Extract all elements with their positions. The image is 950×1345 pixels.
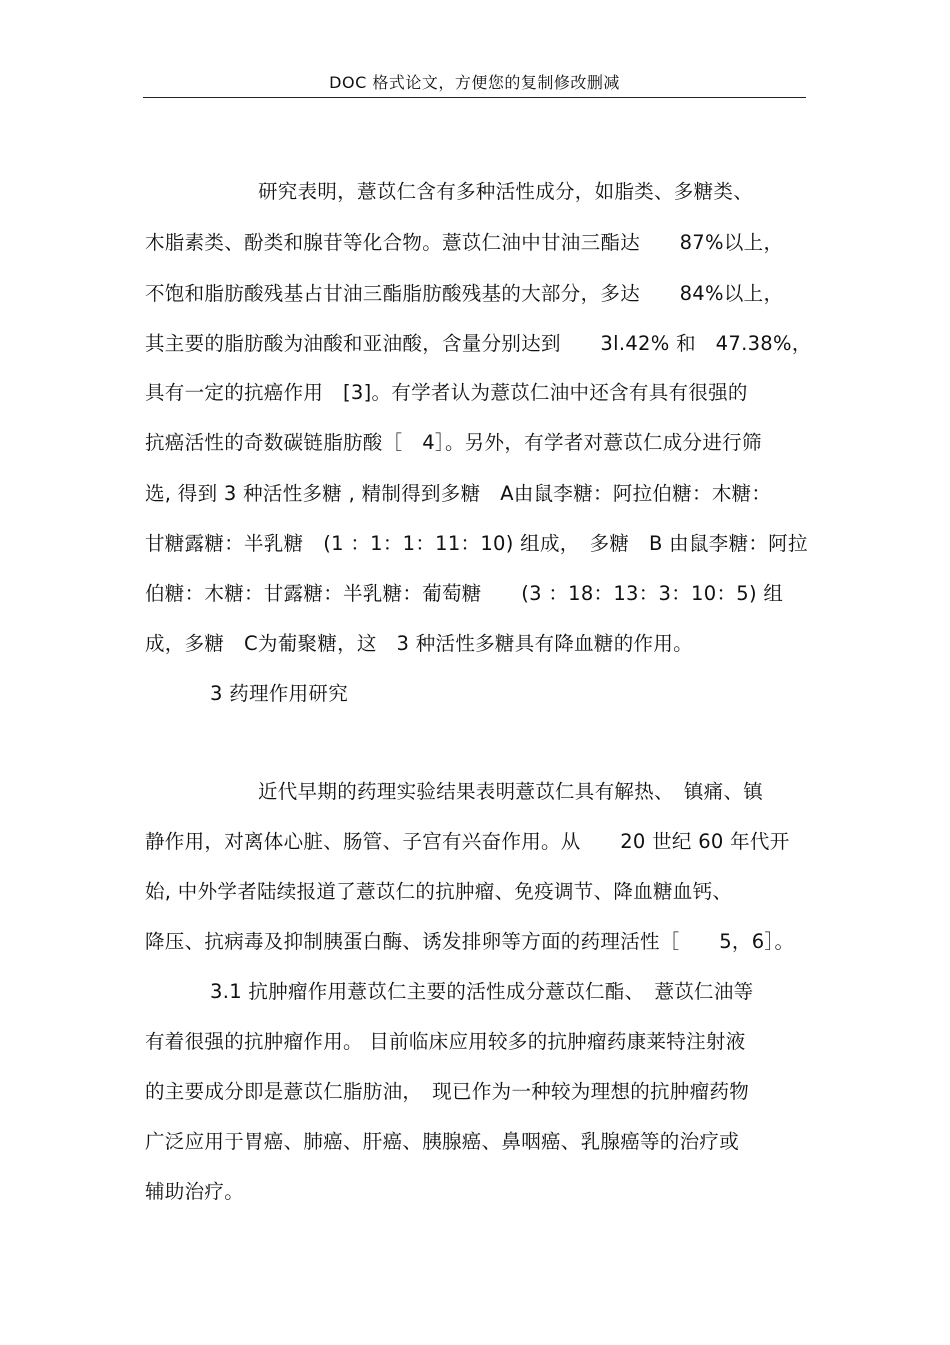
- body-text-line: 静作用，对离体心脏、肠管、子宫有兴奋作用。从 20 世纪 60 年代开: [145, 830, 790, 853]
- body-text-line: 具有一定的抗癌作用 [3]。有学者认为薏苡仁油中还含有具有很强的: [145, 381, 748, 404]
- header-rule: [143, 97, 806, 98]
- body-text-line: 广泛应用于胃癌、肺癌、肝癌、胰腺癌、鼻咽癌、乳腺癌等的治疗或: [145, 1130, 740, 1153]
- body-text-line: 木脂素类、酚类和腺苷等化合物。薏苡仁油中甘油三酯达 87%以上，: [145, 231, 784, 254]
- body-text-line: 伯糖：木糖：甘露糖：半乳糖：葡萄糖 (3 ：18：13：3：10：5) 组: [145, 582, 784, 605]
- body-text-line: 的主要成分即是薏苡仁脂肪油， 现已作为一种较为理想的抗肿瘤药物: [145, 1080, 750, 1103]
- body-text-line: 不饱和脂肪酸残基占甘油三酯脂肪酸残基的大部分，多达 84%以上，: [145, 282, 784, 305]
- body-text-line: 其主要的脂肪酸为油酸和亚油酸，含量分别达到 3l.42% 和 47.38%，: [145, 332, 812, 355]
- body-text-line: 辅助治疗。: [145, 1180, 245, 1203]
- body-text-line: 有着很强的抗肿瘤作用。 目前临床应用较多的抗肿瘤药康莱特注射液: [145, 1030, 746, 1053]
- body-text-line: 选, 得到 3 种活性多糖 , 精制得到多糖 A由鼠李糖：阿拉伯糖：木糖：: [145, 482, 772, 505]
- body-text-line: 近代早期的药理实验结果表明薏苡仁具有解热、 镇痛、镇: [258, 780, 764, 803]
- body-text-line: 甘糖露糖：半乳糖 (1 ：1：1：11：10) 组成， 多糖 B 由鼠李糖：阿拉: [145, 532, 808, 555]
- page-header: DOC 格式论文，方便您的复制修改删减: [329, 73, 620, 92]
- body-text-line: 降压、抗病毒及抑制胰蛋白酶、诱发排卵等方面的药理活性［ 5，6］。: [145, 930, 795, 953]
- body-text-line: 抗癌活性的奇数碳链脂肪酸［ 4］。另外，有学者对薏苡仁成分进行筛: [145, 431, 762, 454]
- body-text-line: 成，多糖 C为葡聚糖，这 3 种活性多糖具有降血糖的作用。: [145, 632, 693, 655]
- body-text-line: 始, 中外学者陆续报道了薏苡仁的抗肿瘤、免疫调节、降血糖血钙、: [145, 880, 733, 903]
- section-heading: 3 药理作用研究: [210, 682, 349, 705]
- body-text-line: 研究表明，薏苡仁含有多种活性成分，如脂类、多糖类、: [258, 180, 754, 203]
- subsection-line: 3.1 抗肿瘤作用薏苡仁主要的活性成分薏苡仁酯、 薏苡仁油等: [210, 980, 754, 1003]
